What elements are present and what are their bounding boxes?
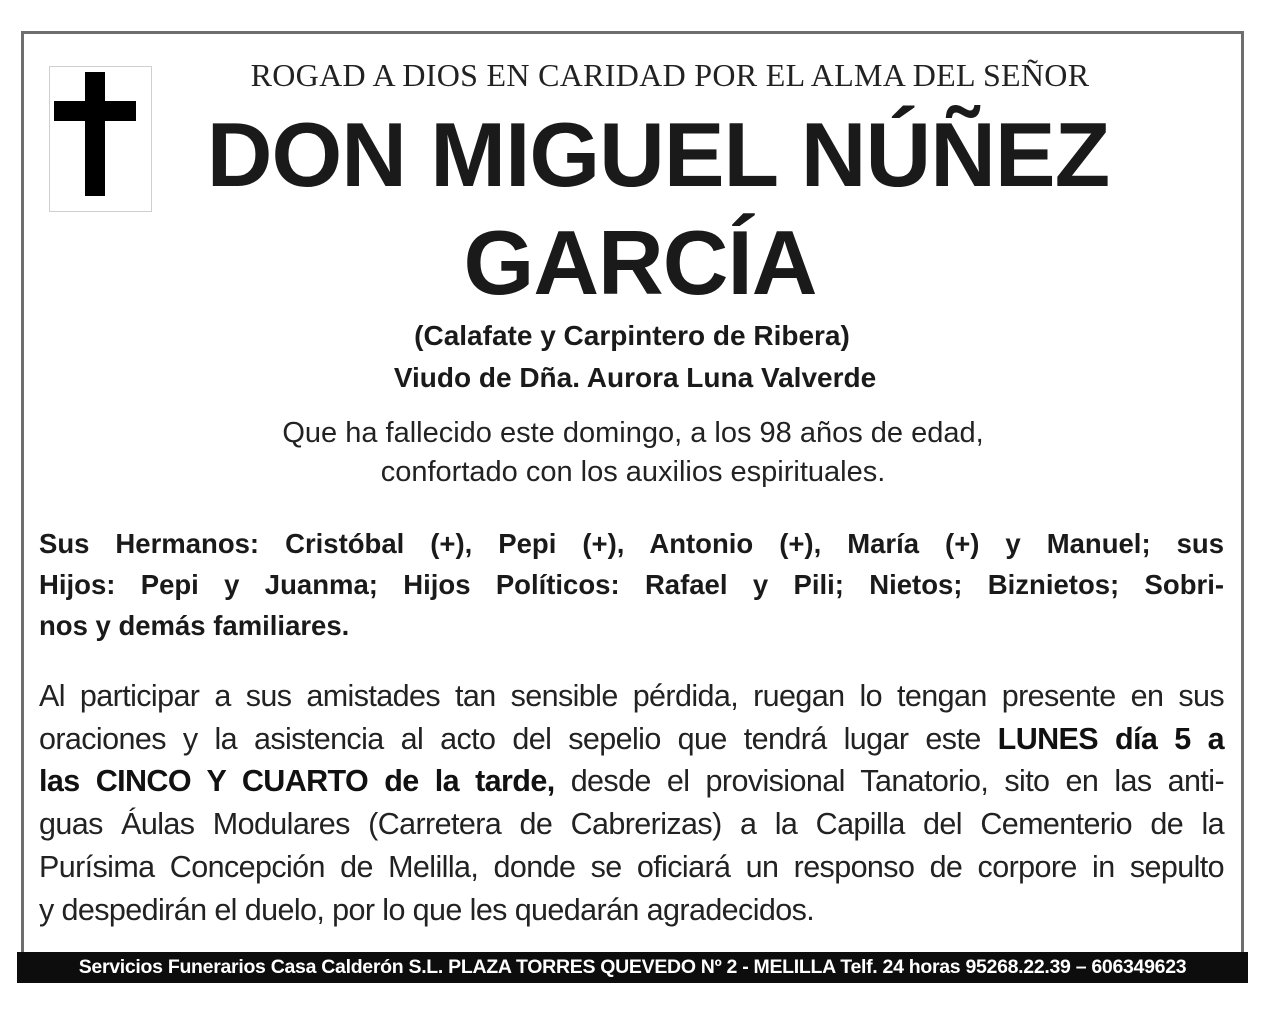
family-paragraph [39,523,1224,646]
widower-text: Viudo de Dña. Aurora Luna Valverde [393,362,877,393]
funeral-time-bold: las CINCO Y CUARTO de la tarde, [39,764,555,799]
announcement-line [39,718,1224,761]
occupation-text: (Calafate y Carpintero de Ribera) [414,320,850,351]
announcement-line: Purísima Concepción de Melilla, donde se oficiará un responso de corpore in sepulto [39,849,1224,884]
announcement-line: Al participar a sus amistades tan sensible pérdida, ruegan lo tengan presente en sus [39,679,1224,713]
announcement-text: oraciones y la asistencia al acto del sepelio que tendrá lugar este [39,721,998,756]
funeral-day-bold: LUNES día 5 a [997,721,1224,756]
announcement-line [39,760,1224,803]
family-line: Hijos: Pepi y Juanma; Hijos Políticos: Rafael y Pili; Nietos; Biznietos; Sobri- [39,569,1224,600]
death-notice-line1: Que ha fallecido este domingo, a los 98 años de edad, [282,417,984,449]
death-notice-line2: confortado con los auxilios espirituales. [380,456,886,488]
announcement-text: desde el provisional Tanatorio, sito en las anti- [554,764,1225,799]
announcement-line: guas Áulas Modulares (Carretera de Cabrerizas) a la Capilla del Cementerio de la [39,807,1224,842]
invocation-heading: ROGAD A DIOS EN CARIDAD POR EL ALMA DEL SEÑOR [250,57,1090,93]
family-line: Sus Hermanos: Cristóbal (+), Pepi (+), Antonio (+), María (+) y Manuel; sus [39,528,1224,559]
announcement-line: y despedirán el duelo, por lo que les quedarán agradecidos. [39,892,815,927]
deceased-name-line1: DON MIGUEL NÚÑEZ [206,105,1110,206]
announcement-paragraph [39,675,1224,931]
deceased-name-line2: GARCÍA [463,213,817,314]
family-line: nos y demás familiares. [39,610,350,641]
funeral-home-footer: Servicios Funerarios Casa Calderón S.L. PLAZA TORRES QUEVEDO Nº 2 - MELILLA Telf. 24 horas 95268.22.39 – 606349623 [17,952,1248,983]
